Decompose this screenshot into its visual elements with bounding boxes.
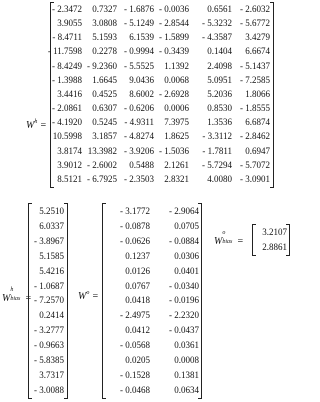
matrix-cell: 0.2278 [92, 46, 117, 57]
matrix-cell: - 0.0568 [120, 340, 150, 351]
matrix-cell: 0.2414 [39, 310, 64, 321]
matrix-cell: - 7.2570 [34, 295, 64, 306]
matrix-cell: 0.6947 [245, 145, 270, 156]
matrix-cell: - 4.1920 [52, 117, 82, 128]
matrix-cell: 10.5998 [52, 131, 82, 142]
matrix-row [252, 240, 290, 254]
matrix-cell: 13.3982 [87, 145, 117, 156]
matrix-row [28, 249, 68, 263]
label-wo-base: W [78, 291, 87, 302]
matrix-cell: - 0.0437 [169, 325, 199, 336]
label-wo-bias-base: W [214, 236, 223, 247]
matrix-cell: 5.2036 [207, 88, 232, 99]
matrix-row [50, 87, 274, 101]
matrix-cell: 1.1392 [164, 60, 189, 71]
equals-sign-wo: = [91, 291, 99, 302]
label-wo [78, 291, 99, 302]
matrix-cell: 0.0008 [174, 355, 199, 365]
matrix-wh-bias [28, 203, 68, 399]
label-wh-bias-base: W [2, 293, 11, 304]
matrix-cell: 0.5245 [92, 117, 117, 128]
matrix-cell: 6.0337 [39, 220, 64, 231]
matrix-cell: - 2.3503 [124, 173, 154, 184]
matrix-row [50, 59, 274, 73]
matrix-row [102, 368, 202, 382]
matrix-cell: 0.0361 [174, 340, 199, 351]
matrix-row [28, 383, 68, 397]
matrix-cell: 3.7317 [39, 369, 64, 380]
matrix-cell: - 5.1437 [240, 60, 270, 71]
matrix-cell: 2.4098 [207, 60, 232, 71]
matrix-cell: - 0.0878 [120, 220, 150, 231]
matrix-row [102, 293, 202, 307]
matrix-cell: 0.0767 [125, 280, 150, 291]
matrix-cell: 0.0306 [174, 250, 199, 261]
matrix-cell: - 1.5036 [159, 145, 189, 156]
matrix-row [102, 383, 202, 397]
matrix-cell: - 0.0626 [120, 235, 150, 246]
matrix-cell: 5.4216 [39, 265, 64, 276]
matrix-cell: - 0.9663 [34, 340, 64, 351]
matrix-cell: 3.9055 [57, 18, 82, 29]
matrix-cell: 1.8625 [164, 131, 189, 142]
matrix-cell: - 8.4249 [52, 60, 82, 71]
matrix-cell: - 2.6928 [159, 88, 189, 99]
matrix-cell: 3.2107 [262, 227, 287, 237]
matrix-row [28, 353, 68, 367]
matrix-cell: 0.1404 [207, 46, 232, 57]
matrix-row [50, 144, 274, 158]
label-wh-base: W [26, 120, 35, 131]
matrix-cell: 8.5121 [57, 173, 82, 184]
label-wo-sup: o [86, 290, 90, 296]
matrix-cell: - 1.8555 [240, 103, 270, 114]
matrix-cell: - 5.7072 [240, 159, 270, 170]
matrix-cell: 3.0808 [92, 18, 117, 29]
matrix-cell: - 11.7598 [47, 46, 82, 57]
matrix-cell: - 0.3439 [159, 46, 189, 57]
matrix-cell: - 2.2320 [169, 310, 199, 321]
matrix-row [50, 129, 274, 143]
matrix-cell: 0.7327 [92, 4, 117, 14]
matrix-cell: 0.0634 [174, 384, 199, 395]
matrix-cell: 6.6874 [245, 117, 270, 128]
equals-sign-wh-bias: = [24, 293, 32, 304]
matrix-cell: - 2.8544 [159, 18, 189, 29]
matrix-cell: - 4.9311 [124, 117, 154, 128]
matrix-row [102, 204, 202, 218]
matrix-cell: - 0.1528 [120, 369, 150, 380]
matrix-cell: - 0.0196 [169, 295, 199, 306]
matrix-cell: 7.3975 [164, 117, 189, 128]
matrix-wh [47, 2, 274, 188]
matrix-cell: - 0.9994 [124, 46, 154, 57]
matrix-cell: 8.6002 [129, 88, 154, 99]
matrix-row [47, 44, 274, 58]
matrix-cell: 9.0436 [129, 74, 154, 85]
matrix-cell: - 6.7925 [87, 173, 117, 184]
matrix-cell: - 3.8967 [34, 235, 64, 246]
matrix-row [28, 338, 68, 352]
matrix-cell: 1.8066 [245, 88, 270, 99]
matrix-row [28, 264, 68, 278]
matrix-cell: - 3.2777 [34, 325, 64, 336]
matrix-cell: 0.1237 [125, 250, 150, 261]
matrix-row [50, 158, 274, 172]
matrix-row [102, 249, 202, 263]
matrix-cell: - 1.5899 [159, 32, 189, 43]
matrix-cell: - 5.8385 [34, 355, 64, 365]
matrix-cell: - 2.8462 [240, 131, 270, 142]
matrix-row [50, 115, 274, 129]
matrix-row [28, 308, 68, 322]
matrix-wo [102, 203, 202, 399]
matrix-cell: 2.1261 [164, 159, 189, 170]
matrix-row [28, 279, 68, 293]
matrix-cell: - 0.6206 [124, 103, 154, 114]
matrix-cell: 3.1857 [92, 131, 117, 142]
matrix-row [102, 323, 202, 337]
matrix-cell: 3.8174 [57, 145, 82, 156]
label-wh-bias-sup: h [10, 287, 14, 293]
matrix-cell: 0.6307 [92, 103, 117, 114]
matrix-wo-bias [252, 224, 290, 256]
matrix-row [28, 204, 68, 218]
matrix-cell: 0.4525 [92, 88, 117, 99]
matrix-cell: 0.0418 [125, 295, 150, 306]
matrix-cell: - 2.3472 [52, 4, 82, 14]
matrix-cell: - 2.9064 [169, 206, 199, 216]
matrix-cell: - 0.0340 [169, 280, 199, 291]
matrix-cell: - 5.3232 [202, 18, 232, 29]
matrix-cell: 0.0205 [125, 355, 150, 365]
label-wo-bias-sub: bias [222, 239, 233, 245]
matrix-cell: 3.9012 [57, 159, 82, 170]
matrix-cell: - 9.2360 [87, 60, 117, 71]
matrix-cell: 0.0126 [125, 265, 150, 276]
label-wo-bias [214, 230, 244, 247]
matrix-cell: - 2.6002 [87, 159, 117, 170]
matrix-cell: 0.0705 [174, 220, 199, 231]
matrix-row [50, 73, 274, 87]
matrix-cell: - 4.3587 [202, 32, 232, 43]
matrix-cell: - 1.7811 [202, 145, 232, 156]
matrix-cell: 1.3536 [207, 117, 232, 128]
matrix-row [28, 323, 68, 337]
equals-sign-wh: = [39, 120, 47, 131]
matrix-cell: 0.0412 [125, 325, 150, 336]
matrix-row [28, 219, 68, 233]
matrix-cell: - 3.0901 [240, 173, 270, 184]
matrix-cell: - 5.7294 [202, 159, 232, 170]
matrix-cell: 6.1539 [129, 32, 154, 43]
matrix-row [102, 234, 202, 248]
matrix-cell: 0.0068 [164, 74, 189, 85]
label-wh-sup: h [34, 119, 38, 125]
matrix-cell: - 3.0088 [34, 384, 64, 395]
matrix-cell: - 2.4975 [120, 310, 150, 321]
equals-sign-wo-bias: = [236, 236, 244, 247]
matrix-cell: 0.5488 [129, 159, 154, 170]
matrix-cell: 1.6645 [92, 74, 117, 85]
matrix-row [28, 234, 68, 248]
matrix-cell: - 1.0687 [34, 280, 64, 291]
matrix-cell: 6.6674 [245, 46, 270, 57]
matrix-cell: 2.8861 [262, 242, 287, 252]
matrix-cell: - 2.6032 [240, 4, 270, 14]
matrix-cell: - 1.6876 [124, 4, 154, 14]
matrix-cell: - 0.0884 [169, 235, 199, 246]
matrix-row [50, 172, 274, 186]
label-wo-bias-sup: o [222, 230, 226, 236]
matrix-cell: - 8.4711 [52, 32, 82, 43]
matrix-row [50, 101, 274, 115]
matrix-row [50, 2, 274, 16]
matrix-cell: - 3.9206 [124, 145, 154, 156]
matrix-cell: - 2.0861 [52, 103, 82, 114]
matrix-cell: 5.1593 [92, 32, 117, 43]
matrix-cell: - 3.3112 [202, 131, 232, 142]
matrix-row [252, 225, 290, 239]
matrix-cell: - 3.1772 [120, 206, 150, 216]
matrix-cell: - 7.2585 [240, 74, 270, 85]
matrix-row [28, 293, 68, 307]
matrix-cell: 0.0006 [164, 103, 189, 114]
matrix-cell: 3.4416 [57, 88, 82, 99]
matrix-row [50, 16, 274, 30]
matrix-row [102, 264, 202, 278]
matrix-cell: - 0.0468 [120, 384, 150, 395]
matrix-cell: 0.6561 [207, 4, 232, 14]
matrix-row [102, 279, 202, 293]
matrix-row [102, 338, 202, 352]
matrix-cell: 5.2510 [39, 206, 64, 216]
matrix-row [102, 353, 202, 367]
matrix-cell: 4.0080 [207, 173, 232, 184]
matrix-cell: 0.0401 [174, 265, 199, 276]
matrix-cell: - 5.1249 [124, 18, 154, 29]
matrix-cell: 0.1381 [174, 369, 199, 380]
matrix-cell: - 0.0036 [159, 4, 189, 14]
label-wh [26, 120, 47, 131]
matrix-row [28, 368, 68, 382]
matrix-row [50, 30, 274, 44]
matrix-cell: - 5.5525 [124, 60, 154, 71]
matrix-cell: - 1.3988 [52, 74, 82, 85]
matrix-cell: 5.1585 [39, 250, 64, 261]
matrix-cell: 2.8321 [164, 173, 189, 184]
matrix-row [102, 308, 202, 322]
label-wh-bias-sub: bias [10, 296, 21, 302]
matrix-cell: - 5.6772 [240, 18, 270, 29]
matrix-cell: - 4.8274 [124, 131, 154, 142]
matrix-row [102, 219, 202, 233]
matrix-cell: 3.4279 [245, 32, 270, 43]
matrix-cell: 5.0951 [207, 74, 232, 85]
matrix-cell: 0.8530 [207, 103, 232, 114]
